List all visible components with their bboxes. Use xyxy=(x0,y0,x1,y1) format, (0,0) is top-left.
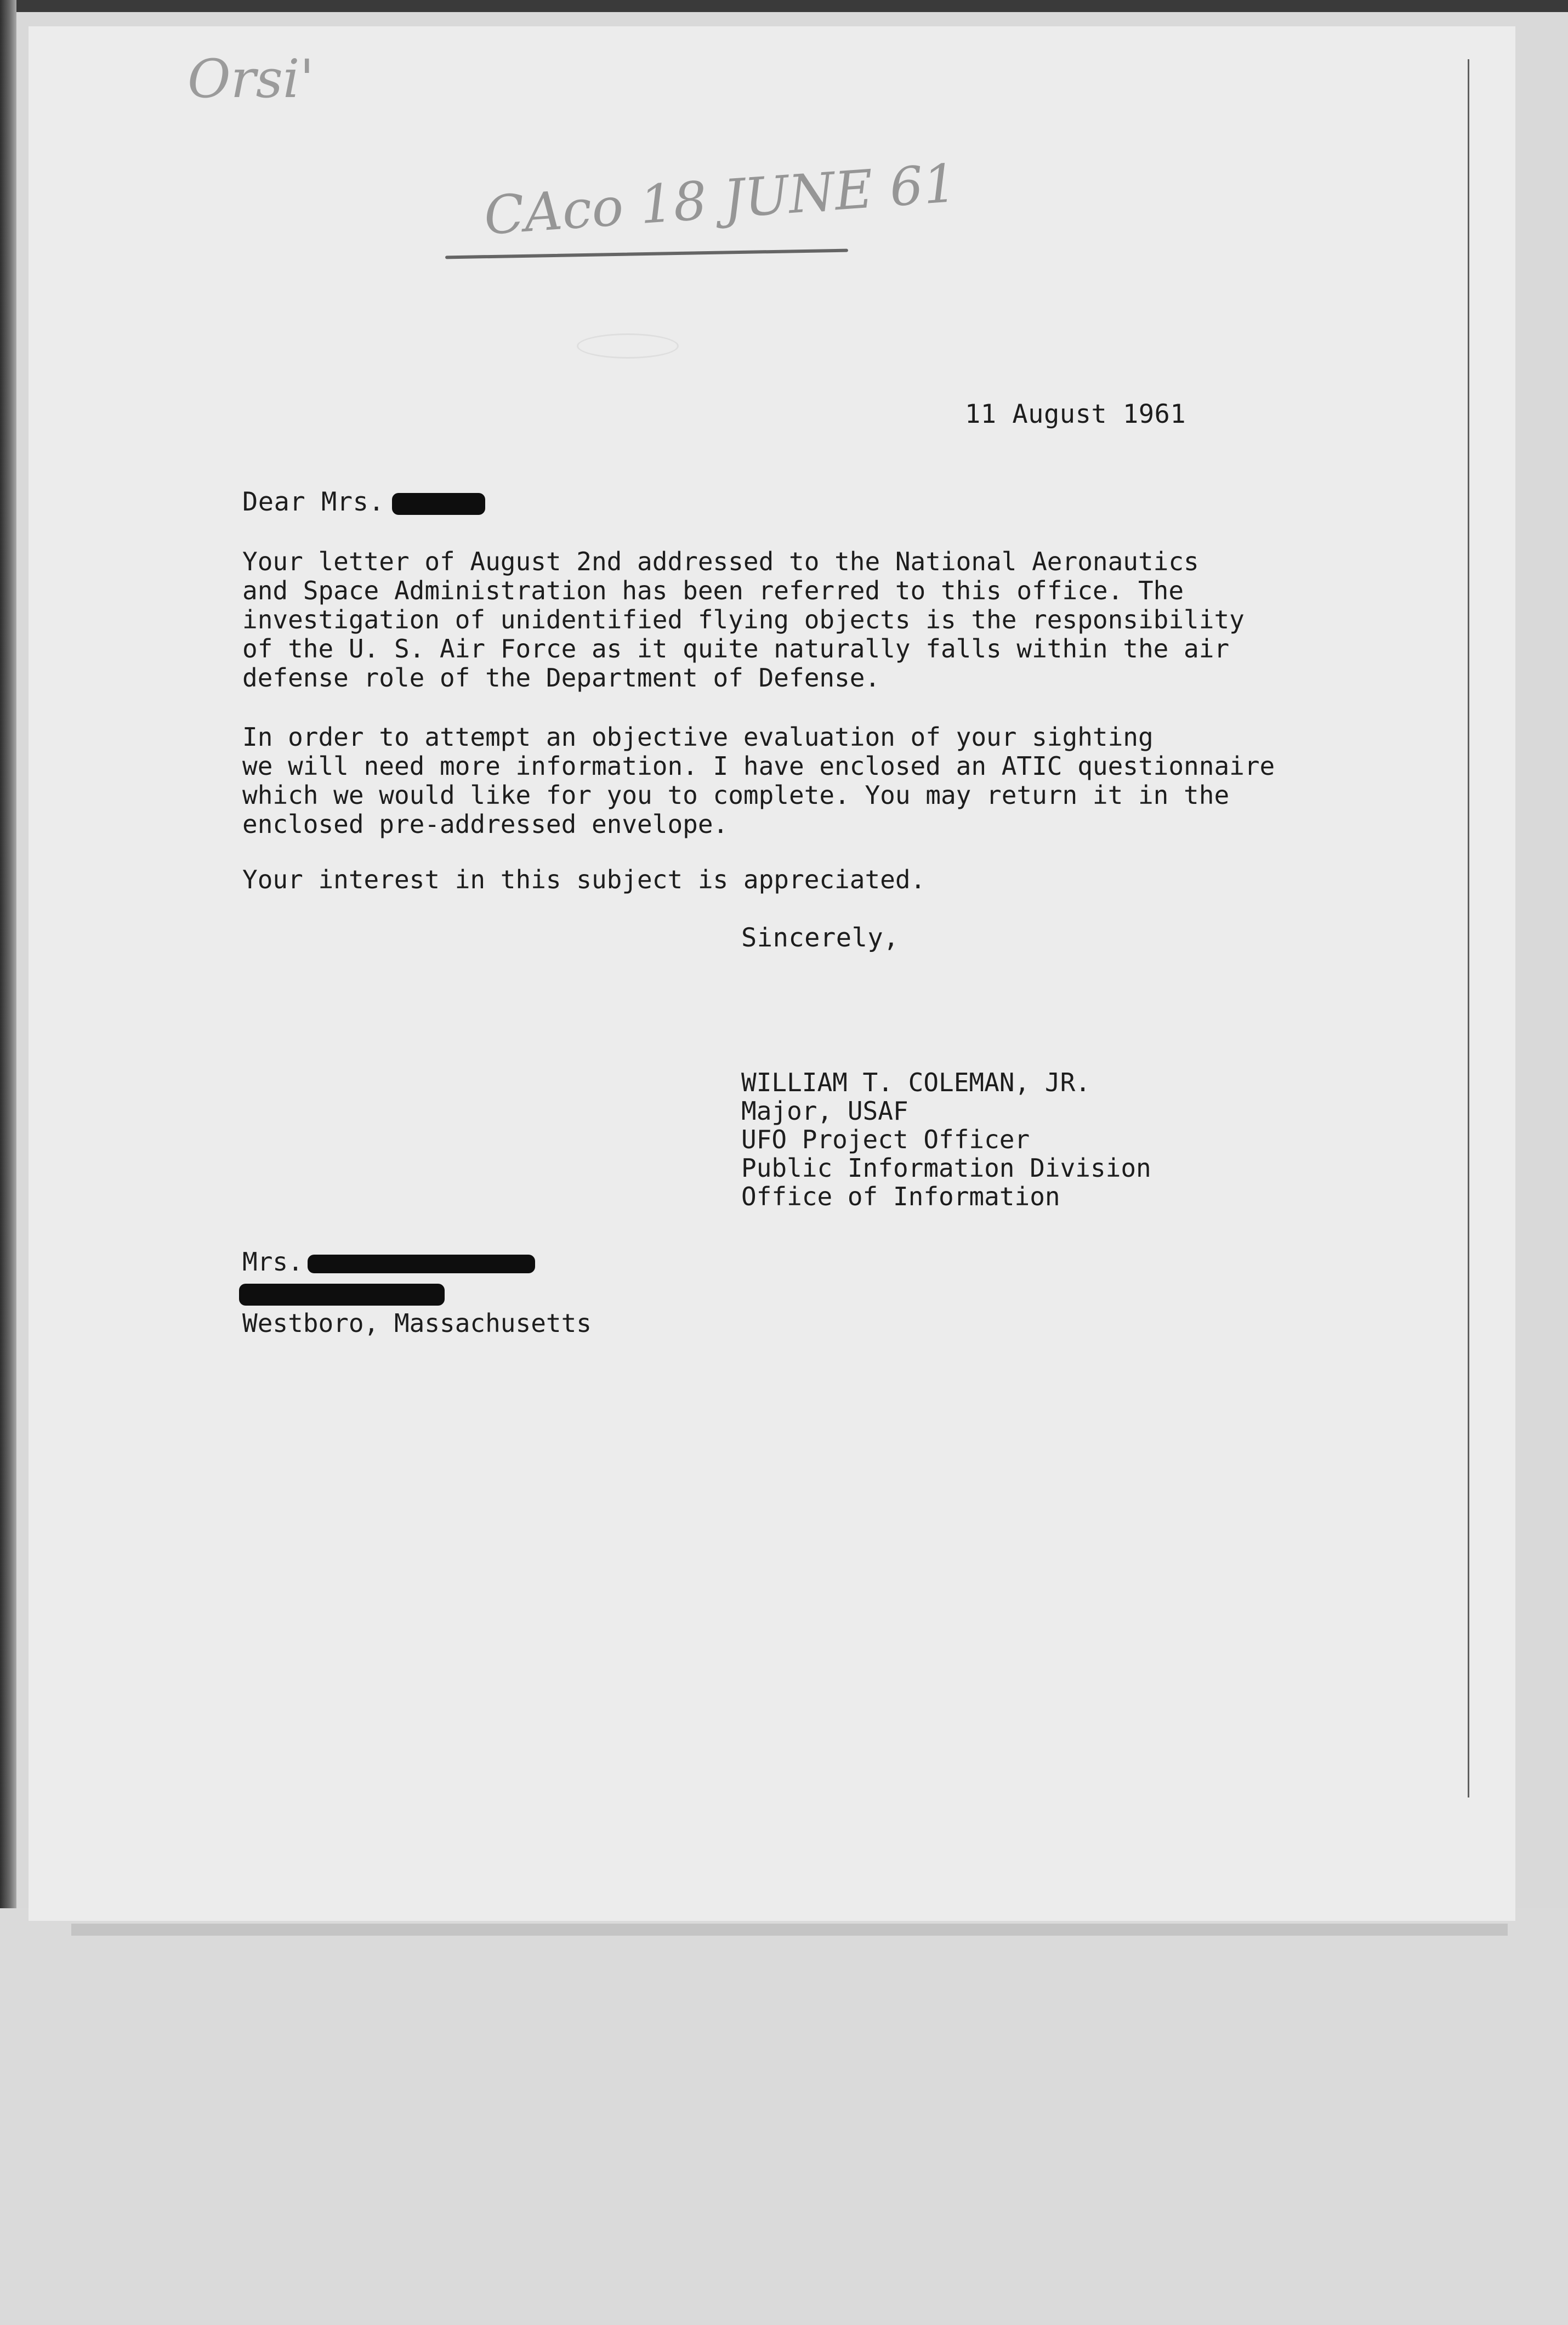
address-prefix: Mrs. xyxy=(242,1247,303,1277)
redaction-bar xyxy=(239,1284,445,1306)
closing: Sincerely, xyxy=(741,923,899,953)
margin-line xyxy=(1468,59,1469,1797)
faint-mark xyxy=(577,333,679,359)
recipient-address xyxy=(242,1246,592,1339)
address-line-1 xyxy=(242,1246,592,1277)
handwritten-underline xyxy=(445,249,848,259)
signature-block xyxy=(741,1068,1151,1211)
salutation xyxy=(242,487,485,517)
paragraph-referral: Your letter of August 2nd addressed to the National Aeronautics and Space Administration has been referred to this office. The investigation of unidentified flying objects is the responsibility of the U. S. Air Force as it quite naturally falls within the air defense role of the Department of Defense. xyxy=(242,547,1245,693)
letter-sheet xyxy=(29,26,1515,1921)
signer-division: Public Information Division xyxy=(741,1153,1151,1183)
letter-date: 11 August 1961 xyxy=(965,399,1186,429)
address-line-2 xyxy=(242,1277,592,1308)
signer-office: Office of Information xyxy=(741,1182,1060,1211)
scan-background xyxy=(0,1908,1568,2325)
handwritten-file-note: CAco 18 JUNE 61 xyxy=(482,152,959,247)
film-border-left xyxy=(0,0,16,1908)
handwritten-note-top: Orsi' xyxy=(188,48,314,110)
address-line-3: Westboro, Massachusetts xyxy=(242,1308,592,1338)
signer-name: WILLIAM T. COLEMAN, JR. xyxy=(741,1068,1090,1097)
redaction-bar xyxy=(392,493,485,515)
salutation-text: Dear Mrs. xyxy=(242,487,385,517)
paragraph-thanks: Your interest in this subject is appreciated. xyxy=(242,865,926,894)
signer-rank: Major, USAF xyxy=(741,1096,908,1126)
film-border-top xyxy=(0,0,1568,12)
signer-title: UFO Project Officer xyxy=(741,1125,1030,1154)
paragraph-request: In order to attempt an objective evaluation of your sighting we will need more information. I have enclosed an ATIC questionnaire which we would like for you to complete. You may return it in the enclosed pre-addressed envelope. xyxy=(242,722,1275,839)
sheet-shadow xyxy=(71,1924,1508,1936)
redaction-bar xyxy=(308,1255,535,1273)
